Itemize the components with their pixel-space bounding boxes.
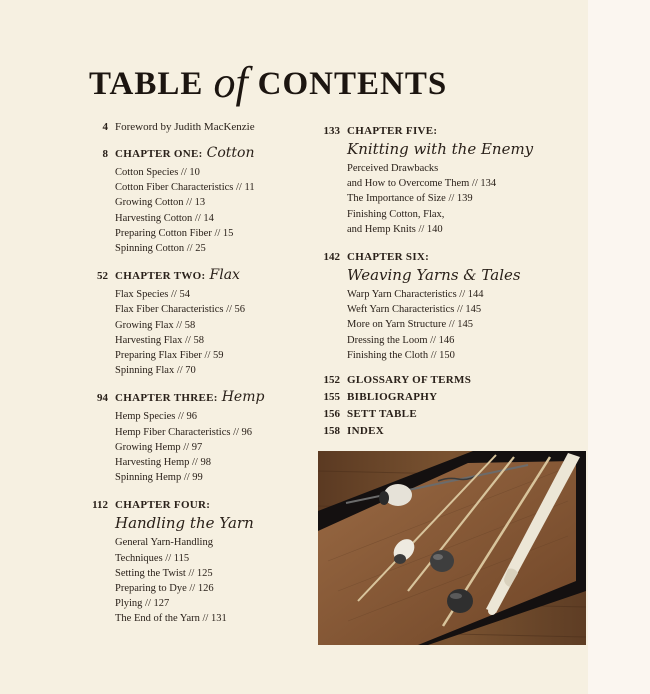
toc-chapter-four[interactable] [80,495,300,626]
page-number: 133 [323,125,340,137]
section-item[interactable]: Perceived Drawbacks [347,163,439,174]
section-list [115,287,300,378]
section-list [115,409,300,485]
section-item[interactable]: Finishing the Cloth // 150 [347,349,455,361]
chapter-label: CHAPTER FIVE: [347,125,438,137]
toc-entry-foreword[interactable] [80,121,300,133]
chapter-title: Handling the Yarn [115,514,254,533]
page-number: 8 [102,148,108,160]
chapter-label: CHAPTER SIX: [347,251,430,264]
page-title [89,54,447,105]
chapter-title: Cotton [206,145,255,161]
section-item[interactable]: Cotton Fiber Characteristics // 11 [115,182,255,194]
toc-chapter-two[interactable] [80,266,300,378]
toc-entry-index[interactable] [312,425,592,437]
section-item[interactable]: Spinning Cotton // 25 [115,243,206,255]
entry-label: Foreword by Judith MacKenzie [115,121,255,133]
section-item[interactable]: Finishing Cotton, Flax, [347,208,445,220]
section-item[interactable]: Spinning Flax // 70 [115,365,196,377]
toc-chapter-six[interactable] [312,247,592,363]
chapter-label: CHAPTER THREE: [115,392,218,405]
section-item[interactable]: Growing Flax // 58 [115,319,196,331]
section-item[interactable]: General Yarn-Handling [115,537,213,549]
section-list [347,161,592,237]
section-item[interactable]: Growing Cotton // 13 [115,197,206,209]
spindles-illustration [318,451,586,645]
section-item[interactable]: Harvesting Cotton // 14 [115,212,214,224]
section-item[interactable]: Preparing Flax Fiber // 59 [115,350,224,362]
toc-chapter-five[interactable] [312,121,592,237]
section-item[interactable]: and Hemp Knits // 140 [347,223,443,235]
entry-label: BIBLIOGRAPHY [347,391,438,404]
entry-label: INDEX [347,425,384,438]
section-item[interactable]: and How to Overcome Them // 134 [347,178,497,190]
toc-entry-glossary[interactable] [312,374,592,386]
section-item[interactable]: Flax Fiber Characteristics // 56 [115,304,246,316]
section-item[interactable]: Hemp Species // 96 [115,411,197,423]
toc-entry-sett-table[interactable] [312,408,592,420]
section-item[interactable]: Preparing to Dye // 126 [115,583,214,595]
entry-label: GLOSSARY OF TERMS [347,374,472,387]
title-part-of: of [213,58,248,107]
page-number: 158 [323,425,340,438]
section-item[interactable]: Setting the Twist // 125 [115,567,213,579]
section-item[interactable]: Weft Yarn Characteristics // 145 [347,304,482,316]
section-item[interactable]: Warp Yarn Characteristics // 144 [347,289,484,301]
section-item[interactable]: The Importance of Size // 139 [347,193,473,205]
section-item[interactable]: Cotton Species // 10 [115,167,200,178]
toc-column-left [80,121,300,627]
page-number: 156 [323,408,340,421]
section-item[interactable]: Hemp Fiber Characteristics // 96 [115,426,253,438]
section-item[interactable]: Preparing Cotton Fiber // 15 [115,227,234,239]
page-number: 155 [323,391,340,404]
section-item[interactable]: The End of the Yarn // 131 [115,613,227,625]
toc-chapter-three[interactable] [80,388,300,485]
backmatter-list [312,374,592,437]
chapter-title: Flax [209,267,240,284]
toc-chapter-one[interactable] [80,144,300,256]
chapter-title: Hemp [221,389,265,406]
chapter-title: Knitting with the Enemy [347,140,534,158]
page-number: 142 [323,251,340,264]
spindles-photo [318,451,586,645]
page-edge [588,0,650,694]
page-number: 152 [323,374,340,387]
toc-entry-bibliography[interactable] [312,391,592,403]
section-item[interactable]: Harvesting Flax // 58 [115,334,204,346]
section-list [347,287,592,363]
page-number: 4 [102,121,108,133]
chapter-label: CHAPTER ONE: [115,148,203,160]
title-part-table: TABLE [89,66,204,102]
section-item[interactable]: Harvesting Hemp // 98 [115,457,211,469]
section-item[interactable]: Spinning Hemp // 99 [115,472,203,484]
page-number: 52 [97,270,108,283]
section-item[interactable]: Flax Species // 54 [115,289,190,301]
section-item[interactable]: Dressing the Loom // 146 [347,334,455,346]
chapter-title: Weaving Yarns & Tales [347,266,521,285]
toc-column-right [312,121,592,442]
section-item[interactable]: More on Yarn Structure // 145 [347,319,473,331]
section-list [115,165,300,256]
chapter-label: CHAPTER TWO: [115,270,206,283]
section-list [115,535,300,626]
section-item[interactable]: Plying // 127 [115,598,170,610]
chapter-label: CHAPTER FOUR: [115,499,211,512]
entry-label: SETT TABLE [347,408,417,421]
title-part-contents: CONTENTS [257,66,448,102]
section-item[interactable]: Techniques // 115 [115,552,190,564]
page-number: 112 [92,499,108,512]
page-number: 94 [97,392,108,405]
section-item[interactable]: Growing Hemp // 97 [115,441,203,453]
